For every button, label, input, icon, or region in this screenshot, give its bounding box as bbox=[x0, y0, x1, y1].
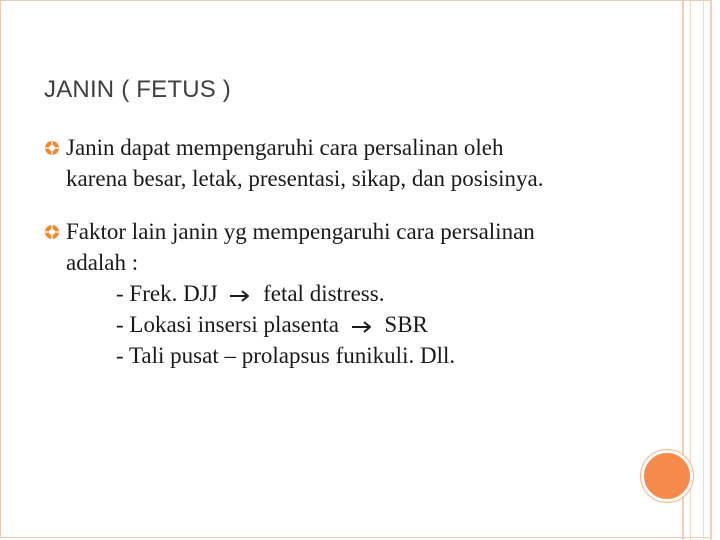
bullet-text-line: karena besar, letak, presentasi, sikap, dan posisinya. bbox=[66, 166, 544, 191]
right-arrow-icon bbox=[229, 289, 251, 303]
bullet-item bbox=[44, 132, 644, 194]
bullet-item bbox=[44, 216, 644, 371]
sub-item-text: fetal distress. bbox=[263, 281, 385, 306]
bullet-text-line: Faktor lain janin yg mempengaruhi cara persalinan bbox=[66, 219, 535, 244]
sub-item-text: - Lokasi insersi plasenta bbox=[116, 312, 339, 337]
bullet-text-line: Janin dapat mempengaruhi cara persalinan oleh bbox=[66, 135, 504, 160]
bullet-text-line: adalah : bbox=[66, 250, 139, 275]
right-arrow-icon bbox=[351, 320, 373, 334]
sub-item-text: SBR bbox=[384, 312, 428, 337]
flower-bullet-icon bbox=[44, 140, 60, 156]
flower-bullet-icon bbox=[44, 224, 60, 240]
slide-body bbox=[44, 132, 644, 393]
sub-item: - Tali pusat – prolapsus funikuli. Dll. bbox=[116, 343, 456, 368]
decorative-circle bbox=[641, 450, 693, 502]
decorative-rail-inner bbox=[690, 0, 704, 540]
sub-item bbox=[66, 309, 644, 340]
sub-item bbox=[66, 278, 644, 309]
slide-title: JANIN ( FETUS ) bbox=[44, 76, 231, 103]
sub-item-text: - Frek. DJJ bbox=[116, 281, 218, 306]
